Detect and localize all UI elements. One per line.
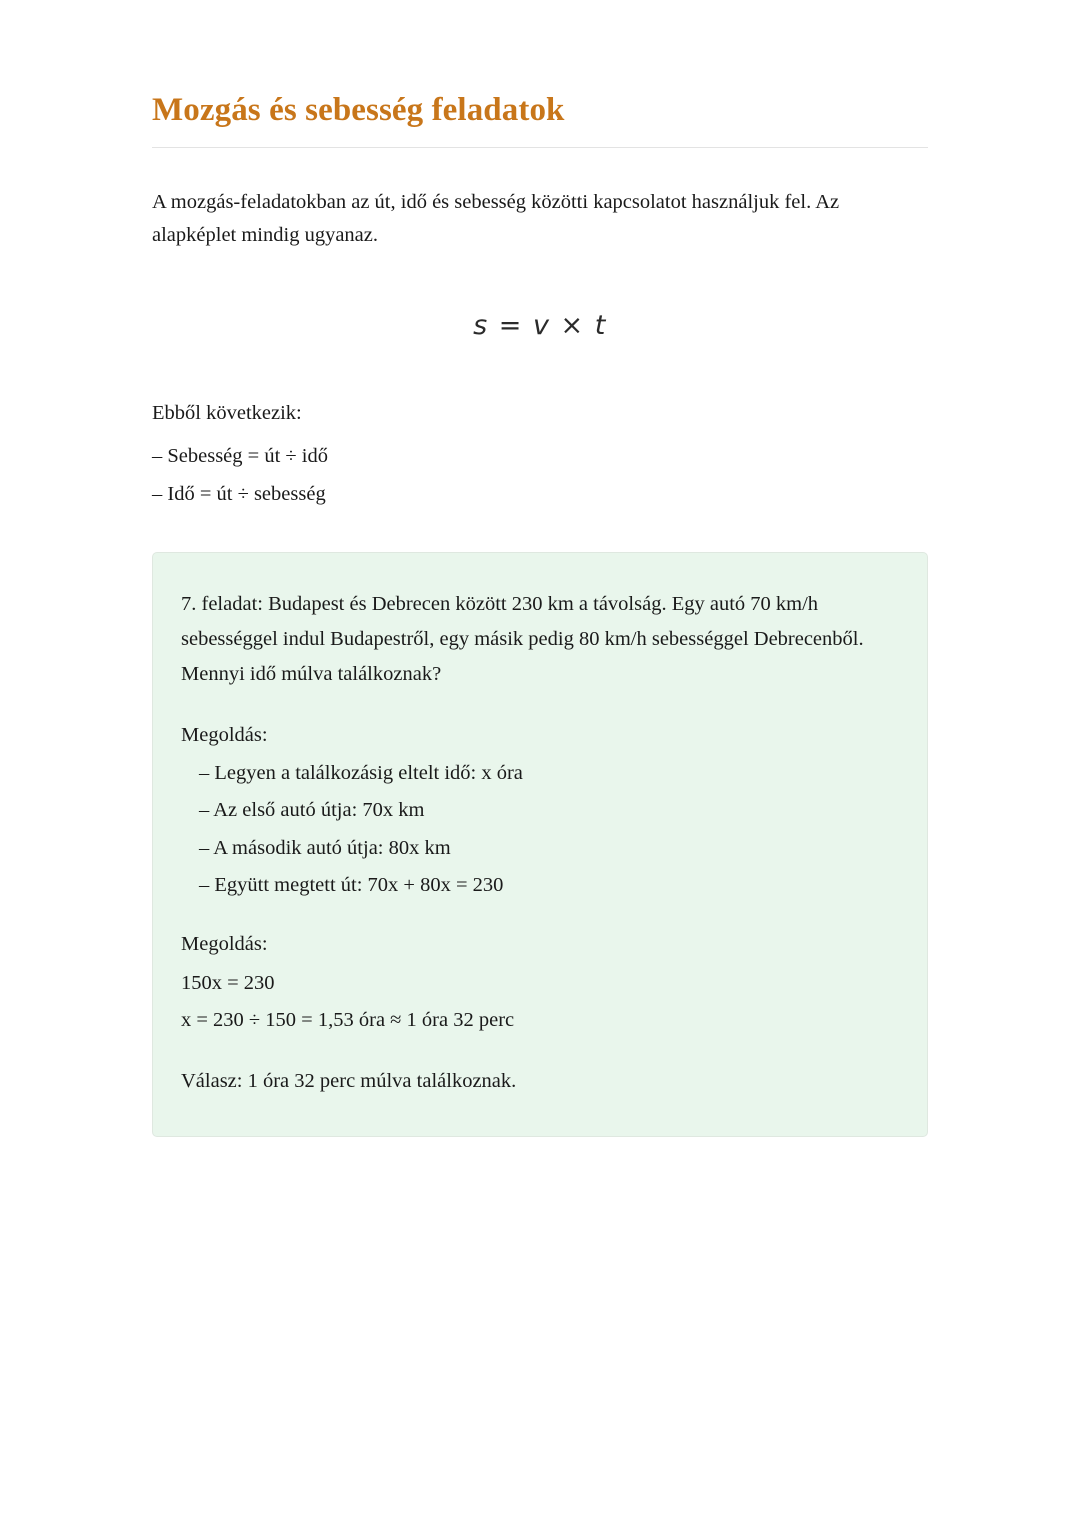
final-answer: Válasz: 1 óra 32 perc múlva találkoznak. [181,1069,517,1092]
list-item: – Legyen a találkozásig eltelt idő: x óra [199,762,523,785]
derived-formula-list [152,438,928,514]
list-item: – Együtt megtett út: 70x + 80x = 230 [199,874,504,897]
calculation-lines [181,965,887,1040]
calculation-line: x = 230 ÷ 150 = 1,53 óra ≈ 1 óra 32 perc [181,1009,515,1032]
list-item: – Sebesség = út ÷ idő [152,444,328,467]
solution-heading: Megoldás: [181,723,268,746]
intro-paragraph: A mozgás-feladatokban az út, idő és sebesség közötti kapcsolatot használjuk fel. Az alapképlet mindig ugyanaz. [152,191,840,247]
list-item: – Az első autó útja: 70x km [199,799,425,822]
result-heading: Megoldás: [181,933,268,956]
list-item: – Idő = út ÷ sebesség [152,482,326,505]
list-item: – A második autó útja: 80x km [199,836,451,859]
title-divider [152,147,928,148]
formula-block [152,310,928,341]
problem-statement: 7. feladat: Budapest és Debrecen között 230 km a távolság. Egy autó 70 km/h sebességgel indul Budapestről, egy másik pedig 80 km/h sebességgel Debrecenből. Mennyi idő múlva találkoznak? [181,592,864,686]
solution-step-list [181,755,887,904]
calculation-line: 150x = 230 [181,972,275,995]
speed-formula: s = v × t [473,310,607,342]
worked-example-callout [152,552,928,1138]
derivation-lead-in: Ebből következik: [152,402,302,425]
page-title: Mozgás és sebesség feladatok [152,92,565,128]
